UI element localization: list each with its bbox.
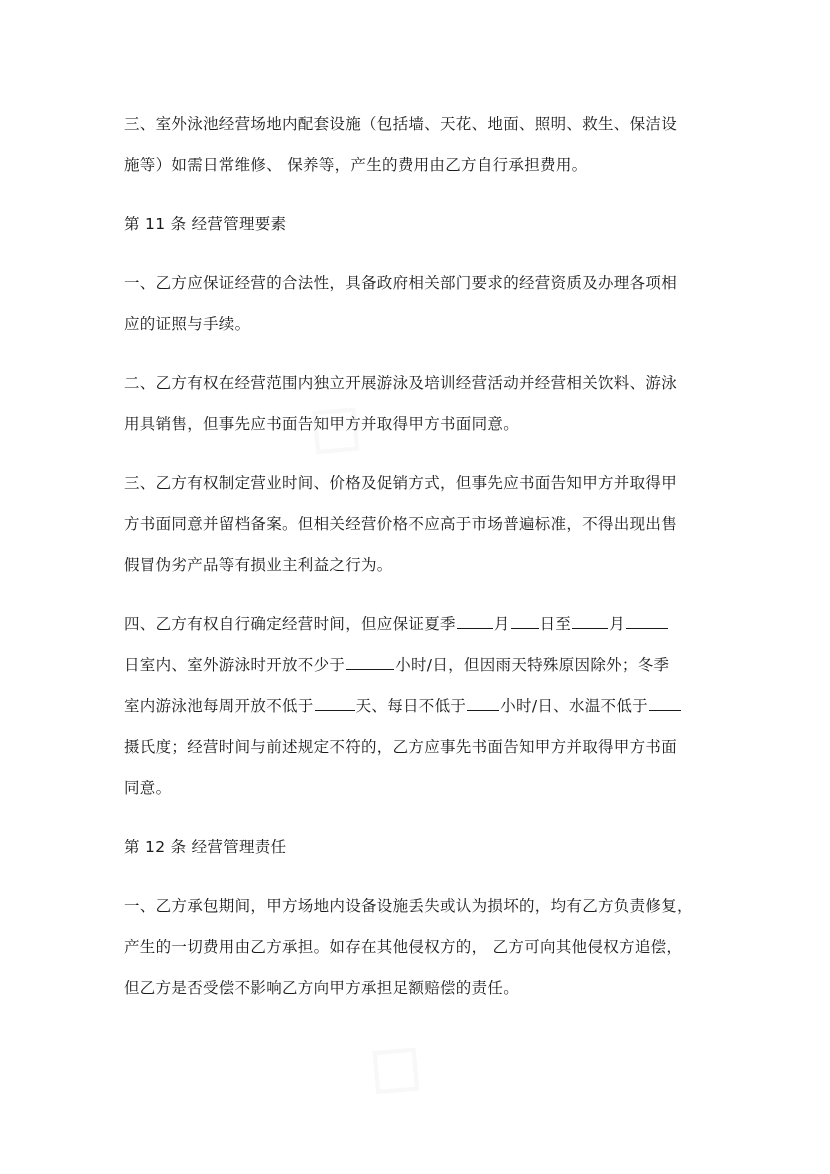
- fill-in-blank: [315, 694, 355, 711]
- text-segment: 四、乙方有权自行确定经营时间，但应保证夏季: [124, 615, 456, 633]
- text-segment: 摄氏度；经营时间与前述规定不符的，乙方应事先书面告知甲方并取得甲方书面: [124, 738, 678, 756]
- fill-in-blank: [346, 653, 394, 670]
- text-line: 但乙方是否受偿不影响乙方向甲方承担足额赔偿的责任。: [124, 979, 520, 997]
- paragraph: [124, 463, 708, 586]
- text-line: 第 11 条 经营管理要素: [124, 215, 287, 233]
- watermark-mark: ◇: [335, 1013, 447, 1120]
- fill-in-blank: [511, 612, 539, 629]
- paragraph: [124, 263, 708, 345]
- text-line: 应的证照与手续。: [124, 315, 251, 333]
- text-line: 二、乙方有权在经营范围内独立开展游泳及培训经营活动并经营相关饮料、游泳: [124, 374, 678, 392]
- text-segment: 月: [609, 615, 626, 633]
- text-segment: 日室内、室外游泳时开放不少于: [124, 656, 346, 674]
- text-segment: 小时/日，但因雨天特殊原因除外；冬季: [395, 656, 670, 674]
- paragraph: [124, 363, 708, 445]
- text-line: 方书面同意并留档备案。但相关经营价格不应高于市场普遍标准，不得出现出售: [124, 515, 678, 533]
- text-line: [124, 686, 708, 727]
- fill-in-blank: [467, 694, 499, 711]
- text-line: 产生的一切费用由乙方承担。如存在其他侵权方的， 乙方可向其他侵权方追偿，: [124, 938, 683, 956]
- text-segment: 日至: [539, 615, 572, 633]
- text-line: [124, 768, 708, 809]
- text-segment: 月: [493, 615, 510, 633]
- text-segment: 同意。: [124, 779, 172, 797]
- text-segment: 室内游泳池每周开放不低于: [124, 697, 314, 715]
- text-segment: 天、每日不低于: [355, 697, 467, 715]
- text-line: 一、乙方应保证经营的合法性，具备政府相关部门要求的经营资质及办理各项相: [124, 274, 678, 292]
- section-heading: [124, 204, 708, 245]
- text-line: 施等）如需日常维修、 保养等，产生的费用由乙方自行承担费用。: [124, 156, 588, 174]
- text-line: 三、室外泳池经营场地内配套设施（包括墙、天花、地面、照明、救生、保洁设: [124, 115, 678, 133]
- text-line: 一、乙方承包期间，甲方场地内设备设施丢失或认为损坏的，均有乙方负责修复，: [124, 897, 693, 915]
- fill-in-blank: [457, 612, 493, 629]
- document-body: [124, 104, 708, 1009]
- text-segment: 小时/日、水温不低于: [500, 697, 648, 715]
- text-line: [124, 604, 708, 645]
- text-line: 假冒伪劣产品等有损业主利益之行为。: [124, 556, 393, 574]
- fill-in-blank: [626, 612, 668, 629]
- fill-in-blank: [572, 612, 608, 629]
- text-line: [124, 645, 708, 686]
- watermark-mark: ◇: [275, 373, 387, 480]
- section-heading: [124, 827, 708, 868]
- text-line: [124, 727, 708, 768]
- text-line: 三、乙方有权制定营业时间、价格及促销方式，但事先应书面告知甲方并取得甲: [124, 474, 678, 492]
- paragraph: [124, 604, 708, 809]
- paragraph: [124, 104, 708, 186]
- paragraph: [124, 886, 708, 1009]
- fill-in-blank: [649, 694, 681, 711]
- text-line: 用具销售，但事先应书面告知甲方并取得甲方书面同意。: [124, 415, 520, 433]
- text-line: 第 12 条 经营管理责任: [124, 838, 287, 856]
